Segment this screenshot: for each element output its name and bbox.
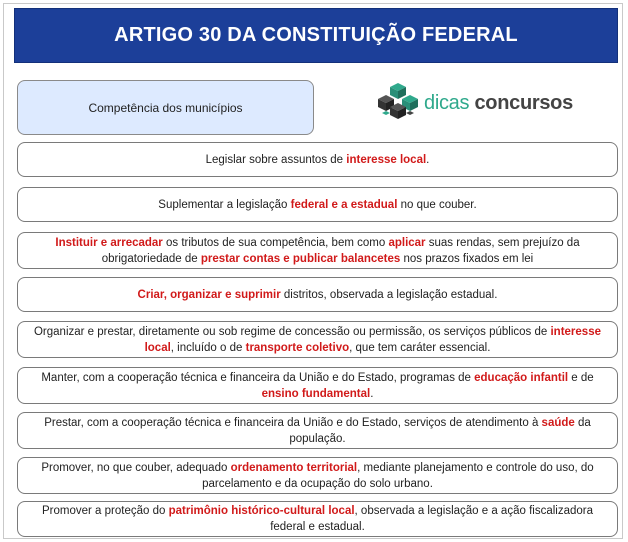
item-text-segment: , observada a legislação e a ação fiscalizadora federal e estadual.	[270, 505, 593, 533]
competence-text	[28, 235, 607, 267]
highlighted-term: aplicar	[388, 236, 426, 249]
item-text-segment: .	[370, 387, 374, 400]
highlighted-term: interesse local	[346, 153, 427, 166]
item-text-segment: Suplementar a legislação	[158, 198, 291, 211]
item-text-segment: os tributos de sua competência, bem como	[162, 236, 389, 249]
logo-dicas: dicas	[424, 92, 470, 114]
item-text-segment: Manter, com a cooperação técnica e financeira da União e do Estado, programas de	[41, 371, 475, 384]
competence-item	[17, 412, 618, 449]
competence-item	[17, 277, 618, 312]
highlighted-term: Instituir e arrecadar	[55, 236, 163, 249]
competence-text	[28, 415, 607, 447]
competence-text	[138, 287, 498, 303]
title-banner	[14, 8, 618, 63]
competence-item	[17, 232, 618, 269]
subtitle-box	[17, 80, 314, 135]
item-text-segment: Organizar e prestar, diretamente ou sob regime de concessão ou permissão, os serviços públicos de	[33, 325, 551, 338]
highlighted-term: ordenamento territorial	[230, 461, 358, 474]
highlighted-term: Criar, organizar e suprimir	[137, 288, 281, 301]
item-text-segment: suas rendas, sem prejuízo da obrigatoriedade de	[101, 236, 580, 265]
competence-text	[28, 503, 607, 535]
item-text-segment: Legislar sobre assuntos de	[205, 153, 347, 166]
item-text-segment: distritos, observada a legislação estadual.	[280, 288, 498, 301]
highlighted-term: saúde	[541, 416, 575, 429]
logo-concursos: concursos	[474, 92, 573, 114]
competence-item	[17, 321, 618, 358]
logo-wordmark	[424, 93, 573, 113]
item-text-segment: .	[426, 153, 430, 166]
item-text-segment: Prestar, com a cooperação técnica e financeira da União e do Estado, serviços de atendimento à	[44, 416, 542, 429]
cube-cluster-icon	[376, 81, 420, 125]
competence-item	[17, 142, 618, 177]
highlighted-term: interesse local	[144, 325, 601, 354]
infographic-frame	[3, 3, 623, 539]
item-text-segment: , que tem caráter essencial.	[349, 341, 491, 354]
competence-text	[158, 197, 476, 213]
item-text-segment: Promover a proteção do	[42, 505, 169, 517]
highlighted-term: prestar contas e publicar balancetes	[200, 252, 401, 265]
subtitle-text: Competência dos municípios	[88, 100, 243, 115]
competence-text	[206, 152, 430, 168]
highlighted-term: educação infantil	[474, 371, 569, 384]
competence-text	[28, 324, 607, 356]
item-text-segment: , incluído o de	[170, 341, 246, 354]
highlighted-term: transporte coletivo	[245, 341, 350, 354]
item-text-segment: , mediante planejamento e controle do uso, do parcelamento e da ocupação do solo urbano.	[202, 461, 594, 490]
item-text-segment: no que couber.	[397, 198, 477, 211]
highlighted-term: federal e a estadual	[290, 198, 398, 211]
competence-text	[28, 460, 607, 492]
highlighted-term: patrimônio histórico-cultural local	[168, 505, 355, 517]
highlighted-term: ensino fundamental	[261, 387, 371, 400]
item-text-segment: e de	[568, 371, 594, 384]
competence-item	[17, 187, 618, 222]
competence-text	[28, 370, 607, 402]
page-title: ARTIGO 30 DA CONSTITUIÇÃO FEDERAL	[114, 24, 518, 46]
logo	[376, 80, 573, 126]
item-text-segment: nos prazos fixados em lei	[400, 252, 534, 265]
item-text-segment: da população.	[289, 416, 591, 445]
competence-item	[17, 367, 618, 404]
competence-item	[17, 501, 618, 537]
item-text-segment: Promover, no que couber, adequado	[41, 461, 231, 474]
competence-item	[17, 457, 618, 494]
